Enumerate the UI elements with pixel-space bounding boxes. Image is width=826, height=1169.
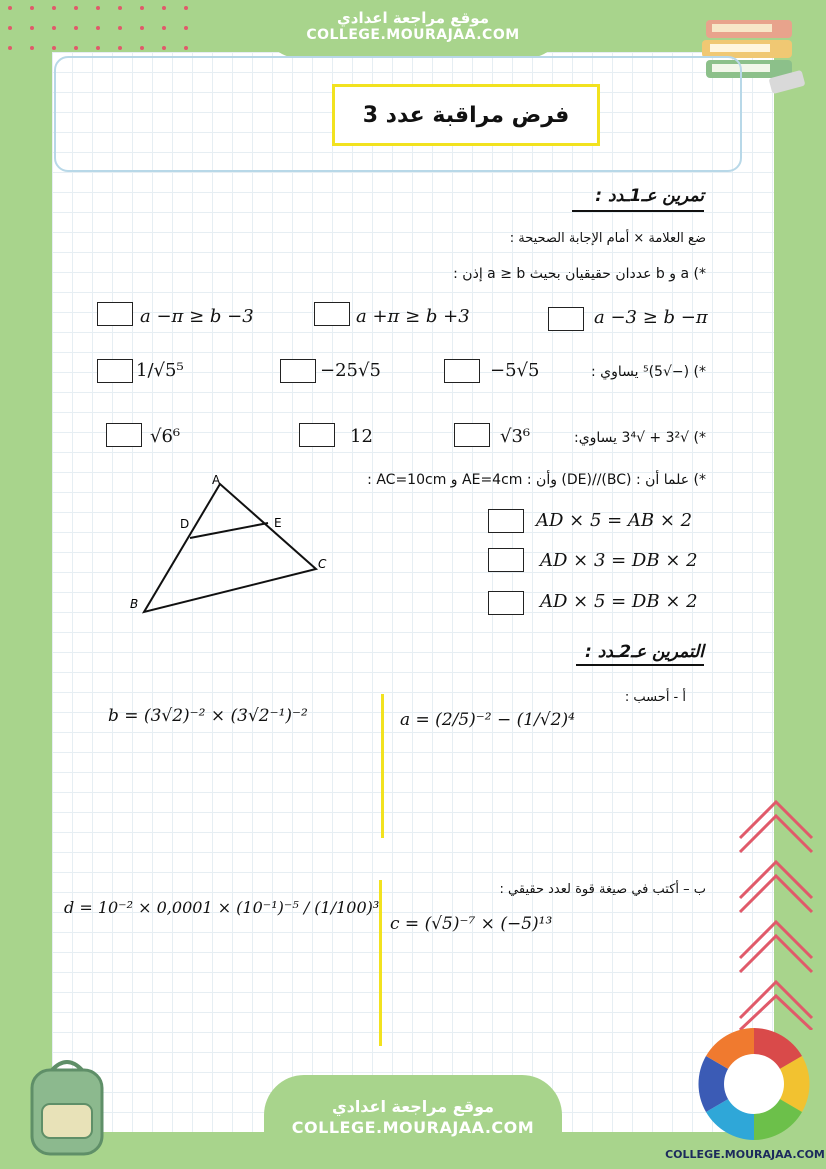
q4-option3-checkbox[interactable] — [488, 591, 524, 615]
decor-dot — [140, 46, 144, 50]
decor-dot — [118, 26, 122, 30]
decor-dot — [184, 6, 188, 10]
q1-option1: a −3 ≥ b −π — [594, 307, 708, 328]
banner-url[interactable]: COLLEGE.MOURAJAA.COM — [306, 27, 520, 43]
exercise2-heading: التمرين عـ2ـدد : — [584, 642, 704, 662]
part-a-label: أ - أحسب : — [624, 690, 686, 705]
decor-dot — [184, 26, 188, 30]
q4-option2: AD × 3 = DB × 2 — [540, 550, 698, 571]
q1-option2: a +π ≥ b +3 — [356, 306, 470, 327]
logo-wheel-icon — [694, 1024, 814, 1144]
bottom-banner-arabic: موقع مراجعة اعدادي — [331, 1097, 495, 1116]
q3-option1-checkbox[interactable] — [454, 423, 490, 447]
q4-option1: AD × 5 = AB × 2 — [536, 510, 693, 531]
decor-dot — [96, 6, 100, 10]
decor-dot — [162, 46, 166, 50]
decor-dot — [162, 26, 166, 30]
expr-b: b = (3√2)⁻² × (3√2⁻¹)⁻² — [108, 706, 308, 726]
decor-dot — [8, 6, 12, 10]
label-b: B — [130, 597, 139, 611]
q1-option3: a −π ≥ b −3 — [140, 306, 254, 327]
exercise2-underline — [576, 664, 704, 666]
divider-bottom — [379, 880, 382, 1046]
decor-dot — [74, 26, 78, 30]
decor-dot — [8, 26, 12, 30]
q1-option1-checkbox[interactable] — [548, 307, 584, 331]
bottom-banner — [264, 1075, 562, 1169]
q4-option3: AD × 5 = DB × 2 — [540, 591, 698, 612]
decor-dot — [118, 6, 122, 10]
decor-dot — [8, 46, 12, 50]
expr-d: d = 10⁻² × 0,0001 × (10⁻¹)⁻⁵ / (1/100)³ — [64, 898, 380, 917]
exercise1-instruction: ضع العلامة × أمام الإجابة الصحيحة : — [509, 231, 706, 246]
expr-a: a = (2/5)⁻² − (1/√2)⁴ — [400, 710, 575, 730]
label-e: E — [274, 516, 282, 530]
decor-dot — [30, 6, 34, 10]
decor-dot — [52, 26, 56, 30]
backpack-icon — [14, 1056, 124, 1156]
q1-option2-checkbox[interactable] — [314, 302, 350, 326]
decor-dot — [184, 46, 188, 50]
q3-prompt: *) √3² + √3⁴ يساوي: — [573, 430, 706, 446]
decor-dot — [96, 26, 100, 30]
expr-c: c = (√5)⁻⁷ × (−5)¹³ — [390, 914, 553, 934]
q2-prompt: *) (−√5)⁵ يساوي : — [590, 364, 706, 380]
decor-dot — [118, 46, 122, 50]
q2-option2-checkbox[interactable] — [280, 359, 316, 383]
label-d: D — [180, 517, 190, 531]
decor-dot — [162, 6, 166, 10]
decorative-dots — [0, 0, 210, 50]
q4-option2-checkbox[interactable] — [488, 548, 524, 572]
bottom-banner-url[interactable]: COLLEGE.MOURAJAA.COM — [291, 1118, 535, 1137]
decor-dot — [96, 46, 100, 50]
exercise1-underline — [572, 210, 704, 212]
q4-prompt: *) علما أن : (BC)//(DE) وأن : AE=4cm و AC=10cm : — [367, 472, 706, 488]
decor-dot — [30, 26, 34, 30]
decor-dot — [74, 6, 78, 10]
q3-option3-checkbox[interactable] — [106, 423, 142, 447]
q4-option1-checkbox[interactable] — [488, 509, 524, 533]
page-title: فرض مراقبة عدد 3 — [332, 84, 600, 146]
label-a: A — [212, 473, 221, 487]
q2-option3: 1/√5⁵ — [136, 360, 184, 381]
chevron-up-icon — [732, 790, 822, 1030]
decor-dot — [52, 46, 56, 50]
decor-dot — [140, 26, 144, 30]
decor-dot — [74, 46, 78, 50]
decor-dot — [52, 6, 56, 10]
banner-arabic: موقع مراجعة اعدادي — [337, 9, 489, 27]
q3-option3: √6⁶ — [150, 426, 181, 447]
divider-top — [381, 694, 384, 838]
top-banner — [264, 0, 562, 58]
q1-option3-checkbox[interactable] — [97, 302, 133, 326]
logo-text[interactable]: COLLEGE.MOURAJAA.COM — [665, 1148, 825, 1161]
decor-dot — [140, 6, 144, 10]
decor-dot — [30, 46, 34, 50]
q2-option1-checkbox[interactable] — [444, 359, 480, 383]
exercise1-heading: تمرين عـ1ـدد : — [595, 186, 704, 206]
q2-option1: −5√5 — [490, 360, 540, 381]
q2-option3-checkbox[interactable] — [97, 359, 133, 383]
q3-option1: √3⁶ — [500, 426, 531, 447]
q2-option2: −25√5 — [320, 360, 381, 381]
triangle-figure — [120, 470, 340, 620]
q3-option2-checkbox[interactable] — [299, 423, 335, 447]
part-b-label: ب – أكتب في صيغة قوة لعدد حقيقي : — [499, 882, 706, 897]
label-c: C — [318, 557, 327, 571]
q1-prompt: *) a و b عددان حقيقيان بحيث a ≥ b إذن : — [453, 266, 706, 282]
q3-option2: 12 — [350, 426, 373, 447]
